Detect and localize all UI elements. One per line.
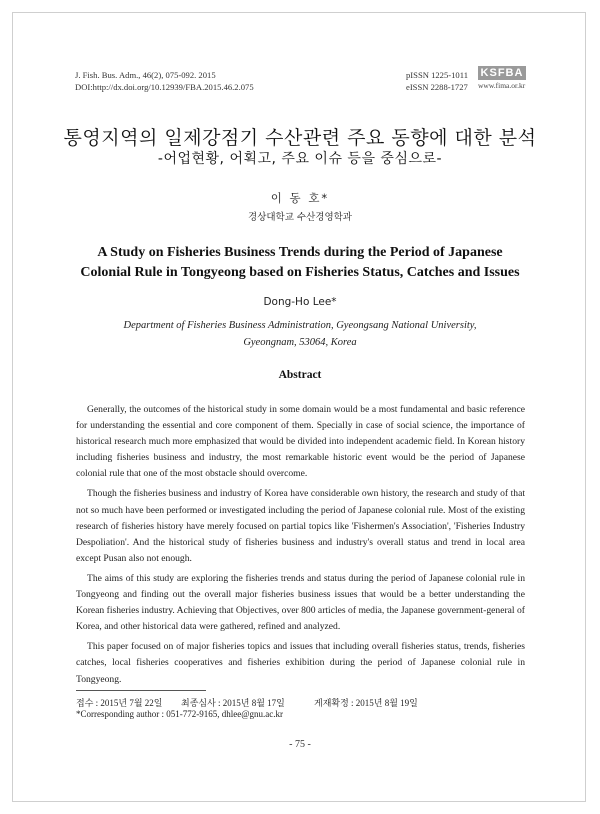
affiliation-line1: Department of Fisheries Business Administration, Gyeongsang National University,	[123, 320, 477, 331]
eissn: eISSN 2288-1727	[406, 82, 468, 92]
affiliation-line2: Gyeongnam, 53064, Korea	[243, 337, 357, 348]
abstract-body	[76, 402, 525, 692]
english-title	[0, 243, 600, 283]
abstract-paragraph: The aims of this study are exploring the fisheries trends and status during the period of Japanese colonial rule in Tongyeong and finding out the overall major fisheries business issues that would be a better understanding the Korean fisheries industry. Achieving that Objectives, over 800 articles of media, the Japanese government-general of Korea, and other historical data were gathered, refined and analyzed.	[76, 572, 525, 633]
abstract-paragraph: Though the fisheries business and industry of Korea have considerable own history, the research and study of that not so much have been performed or investigated including the period of Japanese colonial rule. Most of the existing research of fisheries history have merely focused on partial topics like 'Fishermen's Association', 'Fisheries Industry Despoliation'. And the historical study of fisheries business and industry's overall status and trend in local area except Pusan also not enough.	[76, 488, 525, 564]
abstract-heading: Abstract	[278, 369, 322, 381]
footnote-divider	[76, 690, 206, 691]
abstract-paragraph: Generally, the outcomes of the historical study in some domain would be a most fundamental and basic reference for understanding the essential and core component of them. Specially in case of social science, the importance of historical research much more emphasized that would be divided into independent academic field. In Korean history including fisheries business and industry, the most remarkable historic event would be the period of Japanese colonial rule that one of the most obstacle should overcome.	[76, 404, 525, 480]
page-number: - 75 -	[289, 739, 311, 750]
korean-subtitle: -어업현황, 어획고, 주요 이슈 등을 중심으로-	[157, 151, 443, 167]
revised-date: 최종심사 : 2015년 8월 17일	[181, 698, 285, 708]
english-title-line2: Colonial Rule in Tongyeong based on Fisheries Status, Catches and Issues	[80, 265, 520, 280]
journal-citation	[75, 69, 254, 93]
pissn: pISSN 1225-1011	[406, 70, 468, 80]
accepted-date: 게재확정 : 2015년 8월 19일	[314, 698, 418, 708]
ksfba-logo: KSFBA	[478, 66, 526, 80]
korean-title: 통영지역의 일제강점기 수산관련 주요 동향에 대한 분석	[63, 127, 537, 149]
received-date: 접수 : 2015년 7월 22일	[76, 698, 163, 708]
abstract-paragraph: This paper focused on of major fisheries topics and issues that including overall fisheries status, trends, fisheries catches, local fisheries cooperatives and fisheries exhibition during the period of Japanese colonial rule in Tongyeong.	[76, 641, 525, 685]
corresponding-author: *Corresponding author : 051-772-9165, dhlee@gnu.ac.kr	[76, 709, 283, 719]
journal-url[interactable]: www.fima.or.kr	[478, 81, 526, 90]
english-author: Dong-Ho Lee*	[263, 296, 337, 308]
doi-link[interactable]: DOI:http://dx.doi.org/10.12939/FBA.2015.46.2.075	[75, 82, 254, 92]
english-affiliation	[0, 317, 600, 351]
korean-author: 이 동 호*	[270, 191, 330, 205]
issn-block	[406, 69, 468, 93]
english-title-line1: A Study on Fisheries Business Trends during the Period of Japanese	[97, 245, 503, 260]
journal-info: J. Fish. Bus. Adm., 46(2), 075-092. 2015	[75, 70, 216, 80]
submission-dates	[76, 696, 525, 709]
korean-affiliation: 경상대학교 수산경영학과	[248, 212, 352, 223]
